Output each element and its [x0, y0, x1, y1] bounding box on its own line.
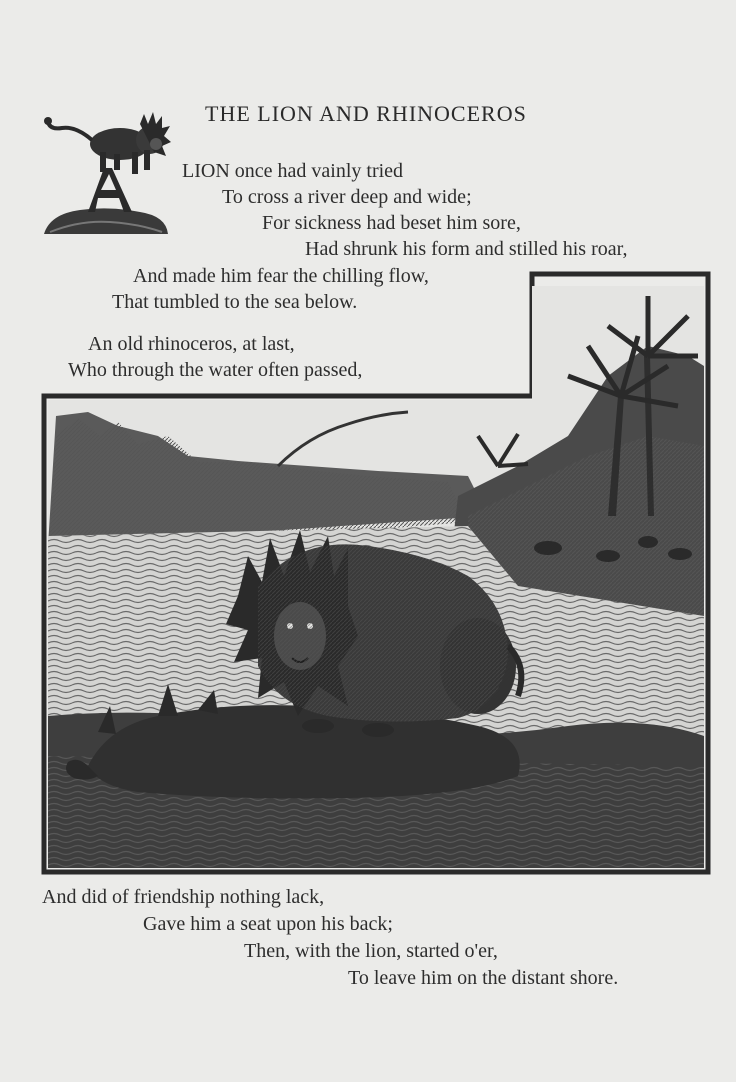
poem-line: For sickness had beset him sore,: [262, 212, 521, 234]
poem-line: And made him fear the chilling flow,: [133, 265, 429, 287]
lion-on-letter-a-icon: [40, 106, 172, 242]
poem-line: Gave him a seat upon his back;: [143, 913, 393, 935]
poem-line: Had shrunk his form and stilled his roar,: [305, 238, 628, 260]
lion-riding-rhinoceros-woodcut: [48, 286, 704, 868]
poem-line: That tumbled to the sea below.: [112, 291, 358, 313]
poem-line: And did of friendship nothing lack,: [42, 886, 325, 908]
poem-line: An old rhinoceros, at last,: [88, 333, 295, 355]
poem-title: THE LION AND RHINOCEROS: [205, 101, 527, 126]
poem-line: To leave him on the distant shore.: [348, 967, 619, 989]
poem-line: To cross a river deep and wide;: [222, 186, 472, 208]
poem-line: LION once had vainly tried: [182, 160, 404, 182]
poem-line: Who through the water often passed,: [68, 359, 363, 381]
poem-line: Then, with the lion, started o'er,: [244, 940, 498, 962]
